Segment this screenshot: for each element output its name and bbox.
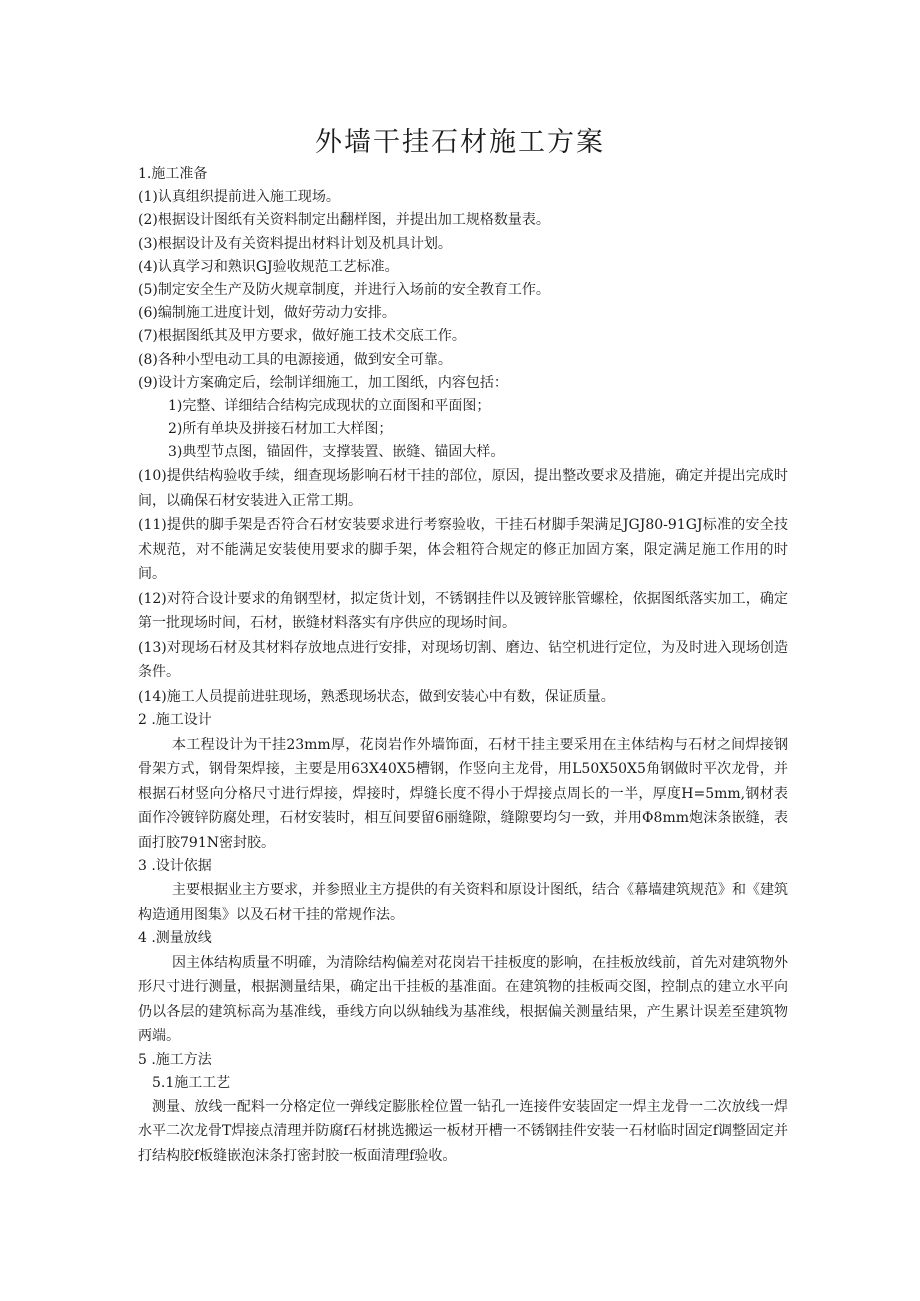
list-item: (4)认真学习和熟识GJ验收规范工艺标准。	[138, 258, 399, 275]
paragraph: (12)对符合设计要求的角钢型材，拟定货计划，不锈钢挂件以及镀锌胀管螺栓，依据图纸落实加工，确定第一批现场时间，石材，嵌缝材料落实有序供应的现场时间。	[138, 590, 788, 632]
paragraph: (13)对现场石材及其材料存放地点进行安排，对现场切割、磨边、钻空机进行定位，为及时进入现场创造条件。	[138, 639, 788, 681]
list-item: (6)编制施工进度计划，做好劳动力安排。	[138, 305, 396, 322]
subsection-heading: 5.1施工工艺	[152, 1074, 231, 1091]
list-item: (8)各种小型电动工具的电源接通，做到安全可靠。	[138, 351, 452, 368]
document-title: 外墙干挂石材施工方案	[315, 127, 605, 158]
list-item: (5)制定安全生产及防火规章制度，并进行入场前的安全教育工作。	[138, 281, 550, 298]
paragraph: (11)提供的脚手架是否符合石材安装要求进行考察验收，干挂石材脚手架满足JGJ80-91GJ标准的安全技术规范，对不能满足安装使用要求的脚手架，体会粗符合规定的修正加固方案，限定满足施工作用的时间。	[138, 517, 788, 583]
paragraph: (14)施工人员提前进驻现场，熟悉现场状态，做到安装心中有数，保证质量。	[138, 688, 615, 705]
list-item: (9)设计方案确定后，绘制详细施工，加工图纸，内容包括：	[138, 374, 508, 391]
paragraph: 本工程设计为干挂23mm厚，花岗岩作外墙饰面，石材干挂主要采用在主体结构与石材之间焊接钢骨架方式，钢骨架焊接，主要是用63X40X5槽钢，作竖向主龙骨，用L50X50X5角钢做时平次龙骨，并根据石材竖向分格尺寸进行焊接，焊接时，焊缝长度不得小于焊接点周长的一半，厚度H=5mm,钢材表面作冷镀锌防腐处理，石材安装时，相互间要留6丽缝隙，缝隙要均匀一致，并用Φ8mm炮沫条嵌缝，表面打胶791N密封胶。	[138, 736, 788, 851]
section-heading: 3 .设计依据	[138, 858, 212, 875]
list-item: (3)根据设计及有关资料提出材料计划及机具计划。	[138, 235, 452, 252]
section-heading: 2 .施工设计	[138, 712, 212, 729]
paragraph: 主要根据业主方要求，并参照业主方提供的有关资料和原设计图纸，结合《幕墙建筑规范》和《建筑构造通用图集》以及石材干挂的常规作法。	[138, 882, 788, 923]
sub-list-item: 1)完整、详细结合结构完成现状的立面图和平面图；	[168, 397, 491, 414]
list-item: (7)根据图纸其及甲方要求，做好施工技术交底工作。	[138, 328, 466, 345]
sub-list-item: 2)所有单块及拼接石材加工大样图；	[168, 421, 393, 438]
list-item: (2)根据设计图纸有关资料制定出翻样图，并提出加工规格数量表。	[138, 212, 550, 229]
document-body	[138, 163, 788, 1168]
section-heading: 5 .施工方法	[138, 1051, 212, 1068]
sub-list-item: 3)典型节点图，锚固件，支撑装置、嵌缝、锚固大样。	[168, 444, 505, 461]
section-heading: 4 .测量放线	[138, 930, 212, 947]
paragraph: 因主体结构质量不明確，为清除结构偏差对花岗岩干挂板度的影响，在挂板放线前，首先对建筑物外形尺寸进行测量，根据测量结果，确定出干挂板的基准面。在建筑物的挂板両交图，控制点的建立水平向仍以各层的建筑标高为基准线，垂线方向以纵轴线为基准线，根据偏关测量结果，产生累计误差至建筑物两端。	[138, 954, 788, 1044]
paragraph: (10)提供结构验收手续，细查现场影响石材干挂的部位，原因，提出整改要求及措施，确定并提出完成时间，以确保石材安装进入正常工期。	[138, 468, 788, 509]
list-item: (1)认真组织提前进入施工现场。	[138, 189, 340, 206]
paragraph: 测量、放线一配料一分格定位一弹线定膨胀栓位置一钻孔一连接件安装固定一焊主龙骨一二次放线一焊水平二次龙骨T焊接点清理并防腐f石材挑选搬运一板材开槽一不锈钢挂件安装一石材临时固定f调整固定并打结构胶f板缝嵌泡沫条打密封胶一板面清理f验收。	[138, 1098, 788, 1164]
section-heading: 1.施工准备	[138, 166, 208, 182]
